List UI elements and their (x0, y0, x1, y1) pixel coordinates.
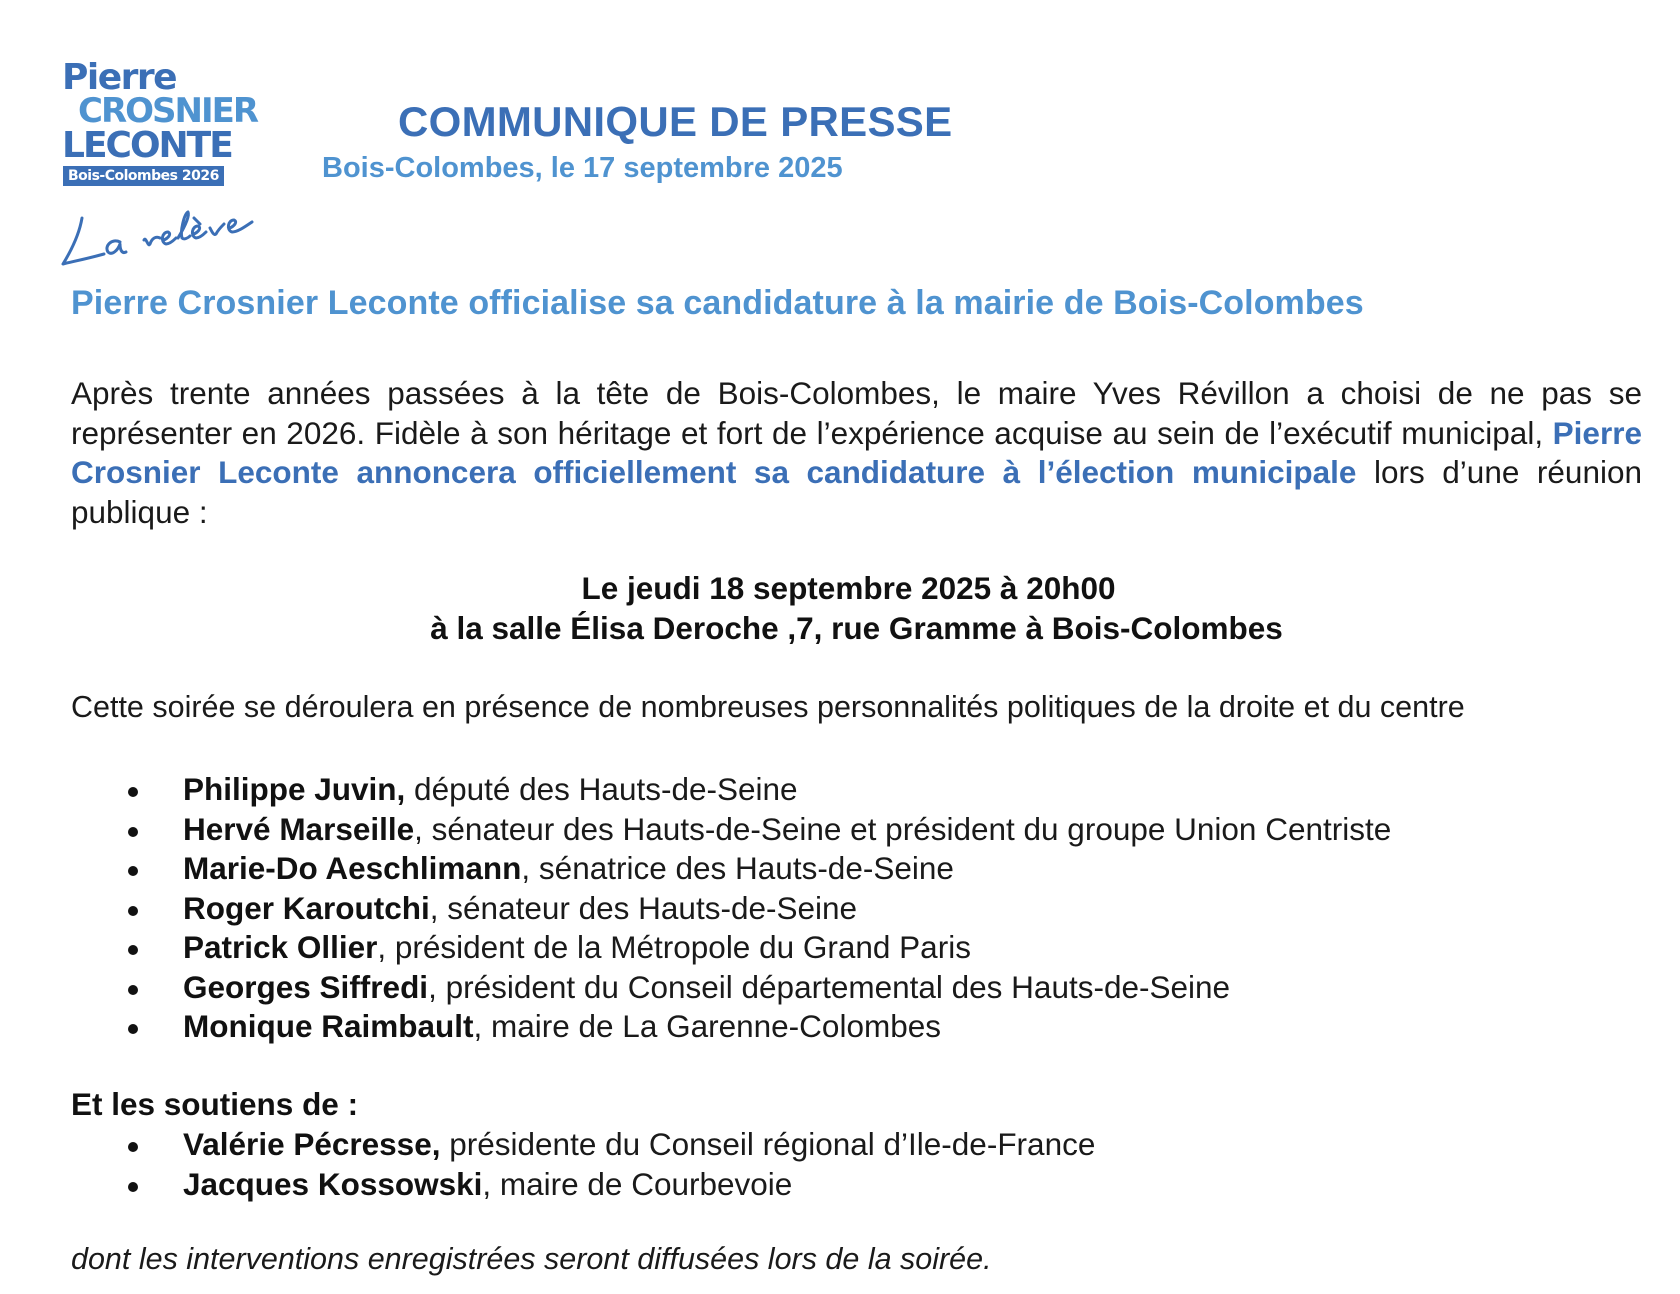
logo-last-name-1: CROSNIER (78, 91, 258, 131)
campaign-logo (60, 57, 290, 270)
guest-role: , sénateur des Hauts-de-Seine (429, 889, 858, 926)
guest-name: Marie-Do Aeschlimann (183, 850, 522, 886)
list-item (0, 928, 1680, 968)
bullet-icon (128, 827, 138, 837)
guest-name: Hervé Marseille (183, 810, 415, 847)
list-item (0, 770, 1680, 810)
closing-note: dont les interventions enregistrées seront diffusées lors de la soirée. (71, 1242, 992, 1276)
guest-role: , sénateur des Hauts-de-Seine et président du groupe Union Centriste (414, 810, 1392, 847)
supporter-role: présidente du Conseil régional d’Ile-de-France (440, 1126, 1096, 1162)
guest-name: Patrick Ollier (183, 929, 378, 965)
presence-paragraph: Cette soirée se déroulera en présence de nombreuses personnalités politiques de la droite et du centre (71, 690, 1465, 724)
guest-name: Georges Siffredi (183, 968, 429, 1005)
press-release-title: COMMUNIQUE DE PRESSE (398, 98, 953, 145)
bullet-icon (128, 1182, 138, 1192)
guest-name: Monique Raimbault (183, 1008, 474, 1044)
event-details (71, 568, 1642, 648)
bullet-icon (128, 945, 138, 955)
guest-name: Philippe Juvin, (183, 771, 406, 807)
list-item (0, 1165, 1680, 1205)
guest-role: , maire de La Garenne-Colombes (473, 1008, 941, 1044)
list-item (0, 1125, 1680, 1165)
list-item (0, 810, 1680, 850)
bullet-icon (128, 1024, 138, 1034)
supporter-role: , maire de Courbevoie (482, 1165, 793, 1202)
list-item (0, 889, 1680, 929)
guests-list (0, 770, 1680, 1047)
guest-role: , président du Conseil départemental des Hauts-de-Seine (428, 968, 1231, 1005)
bullet-icon (128, 787, 138, 797)
bullet-icon (128, 1142, 138, 1152)
bullet-icon (128, 906, 138, 916)
supporter-name: Jacques Kossowski (183, 1165, 483, 1202)
headline: Pierre Crosnier Leconte officialise sa candidature à la mairie de Bois-Colombes (71, 284, 1364, 322)
supports-heading: Et les soutiens de : (71, 1086, 359, 1122)
guest-role: député des Hauts-de-Seine (405, 771, 798, 807)
list-item (0, 849, 1680, 889)
logo-slogan-handwritten (60, 188, 290, 268)
intro-text-before: Après trente années passées à la tête de Bois-Colombes, le maire Yves Révillon a choisi de ne pas se représenter en 2026. Fidèle à son héritage et fort de l’expérience acquise au sein de l’exécutif municipal, (71, 375, 1642, 451)
guest-role: , président de la Métropole du Grand Paris (377, 929, 971, 965)
event-place: à la salle Élisa Deroche ,7, rue Gramme à Bois-Colombes (430, 610, 1283, 646)
bullet-icon (128, 866, 138, 876)
logo-last-name-2: LECONTE (62, 125, 232, 166)
guest-name: Roger Karoutchi (183, 889, 430, 926)
event-date: Le jeudi 18 septembre 2025 à 20h00 (581, 570, 1116, 606)
bullet-icon (128, 985, 138, 995)
press-release-date: Bois-Colombes, le 17 septembre 2025 (322, 152, 843, 184)
logo-badge: Bois-Colombes 2026 (63, 166, 224, 186)
intro-paragraph (71, 374, 1642, 532)
supporter-name: Valérie Pécresse, (183, 1126, 441, 1162)
logo-first-name: Pierre (62, 57, 177, 98)
list-item (0, 968, 1680, 1008)
supports-list (0, 1125, 1680, 1204)
intro-highlight: Pierre Crosnier Leconte annoncera officiellement sa candidature à l’élection municipale (71, 414, 1642, 490)
intro-text-after: lors d’une réunion publique : (71, 454, 1643, 530)
guest-role: , sénatrice des Hauts-de-Seine (521, 850, 954, 886)
list-item (0, 1007, 1680, 1047)
